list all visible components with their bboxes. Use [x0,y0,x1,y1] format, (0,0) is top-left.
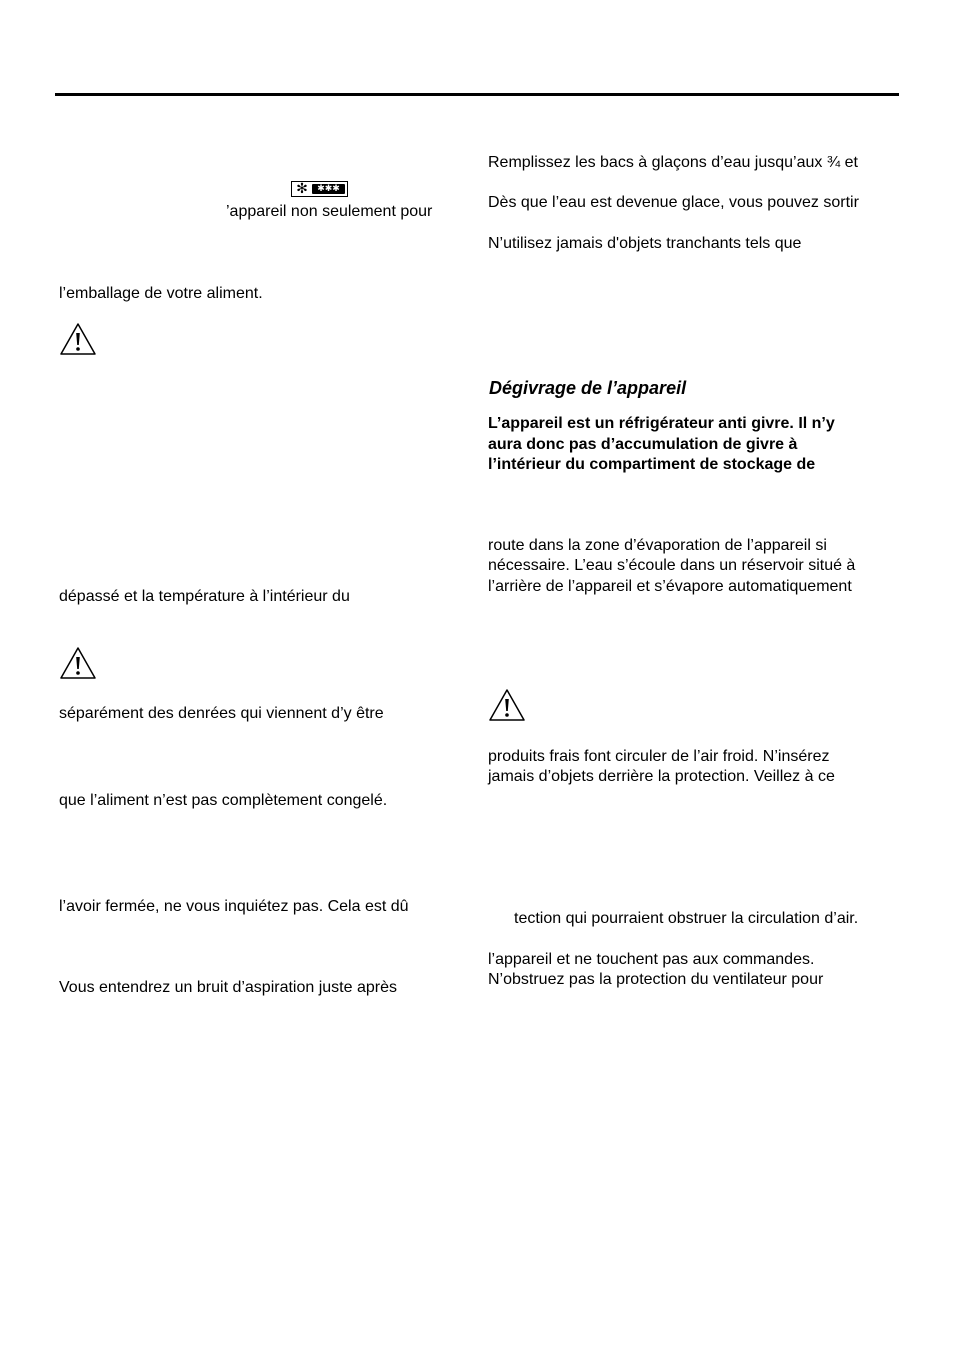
freezer-three-star-icon [291,181,348,197]
left-text-line-2: l’emballage de votre aliment. [59,285,263,302]
right-text-line-3: N’utilisez jamais d'objets tranchants tels que [488,235,802,252]
right-text-line-1: Remplissez les bacs à glaçons d’eau jusqu’aux ¾ et [488,154,858,171]
warning-triangle-icon [488,688,526,722]
left-text-line-1: ’appareil non seulement pour [226,203,433,220]
right-text-line-8: jamais d’objets derrière la protection. Veillez à ce [488,768,835,785]
left-text-line-4: séparément des denrées qui viennent d’y être [59,705,384,722]
left-text-line-6: l’avoir fermée, ne vous inquiétez pas. Cela est dû [59,898,409,915]
right-text-line-4: route dans la zone d’évaporation de l’appareil si [488,537,827,554]
warning-triangle-icon [59,646,97,680]
right-text-line-6: l’arrière de l’appareil et s’évapore automatiquement [488,578,852,595]
warning-triangle-icon [59,322,97,356]
left-text-line-5: que l’aliment n’est pas complètement congelé. [59,792,388,809]
header-rule [55,93,899,96]
bold-text-line-3: l’intérieur du compartiment de stockage de [488,456,816,473]
right-text-line-10: l’appareil et ne touchent pas aux commandes. [488,951,815,968]
right-text-line-11: N’obstruez pas la protection du ventilateur pour [488,971,824,988]
bold-text-line-2: aura donc pas d’accumulation de givre à [488,436,798,453]
right-text-line-2: Dès que l’eau est devenue glace, vous pouvez sortir [488,194,859,211]
left-text-line-3: dépassé et la température à l’intérieur du [59,588,350,605]
right-text-line-9: tection qui pourraient obstruer la circulation d’air. [514,910,859,927]
left-text-line-7: Vous entendrez un bruit d’aspiration juste après [59,979,397,996]
bold-text-line-1: L’appareil est un réfrigérateur anti givre. Il n’y [488,415,835,432]
section-heading: Dégivrage de l’appareil [489,378,687,398]
three-stars-glyph: ✱✱✱ [312,184,345,194]
snowflake-glyph: ✻ [296,181,308,197]
right-text-line-5: nécessaire. L’eau s’écoule dans un réservoir situé à [488,557,856,574]
right-text-line-7: produits frais font circuler de l’air froid. N’insérez [488,748,830,765]
